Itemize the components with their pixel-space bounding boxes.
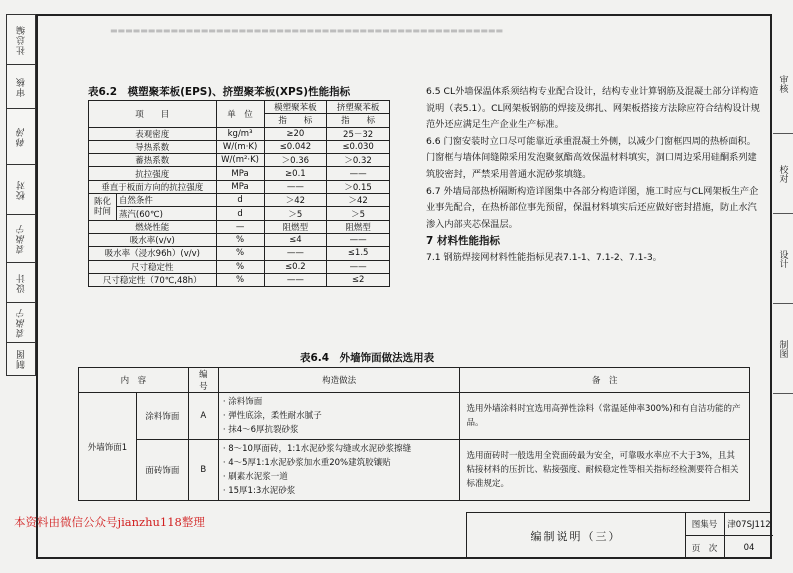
group-label: 外墙饰面1 [79,393,137,501]
strip-cell: 韩涛 [7,109,35,165]
header-construction: 构造做法 [218,368,460,393]
bleed-through-text: ▬▬▬▬▬▬▬▬▬▬▬▬▬▬▬▬▬▬▬▬▬▬▬▬▬▬▬▬▬▬▬▬▬▬▬▬▬▬▬▬▬▬▬▬▬▬▬▬▬▬▬▬ [110,26,504,35]
paragraph-6-6: 6.6 门窗安装时立口尽可能靠近承重混凝土外侧，以减少门窗框四周的热桥面积。门窗框与墙体间缝隙采用发泡聚氨酯高效保温材料填实，洞口周边采用硅酮系列建筑胶密封，严禁采用普通水泥砂浆填缝。 [426,135,757,180]
strip-cell: 设计 [7,263,35,303]
table-row: 抗拉强度 MPa ≥0.1 —— [89,167,390,180]
table-row: 表观密度 kg/m³ ≥20 25－32 [89,127,390,140]
table-row: 尺寸稳定性 % ≤0.2 —— [89,260,390,273]
atlas-number-label: 图集号 [685,513,725,536]
table-6-4-title: 表6.4 外墙饰面做法选用表 [300,352,435,364]
header-item: 项 目 [89,101,217,128]
table-row: 垂直于板面方向的抗拉强度 MPa —— ＞0.15 [89,180,390,193]
table-row: 吸水率(v/v) % ≤4 —— [89,233,390,246]
specification-text [426,84,764,267]
group-label: 陈化时间 [89,194,117,221]
page-number: 04 [743,542,755,553]
page-number-label: 页 次 [685,536,725,559]
header-remarks: 备 注 [460,368,750,393]
header-xps: 挤塑聚苯板 [327,101,390,114]
table-row: 陈化时间 自然条件 d ＞42 ＞42 [89,194,390,207]
strip-cell: 袁淑宁 [7,215,35,263]
header-content: 内 容 [79,368,189,393]
header-code: 编 号 [188,368,218,393]
header-eps: 模塑聚苯板 [264,101,327,114]
paragraph-6-7: 6.7 外墙局部热桥隔断构造详图集中各部分构造详图，施工时应与CL网架板生产企业事先配合，在热桥部位事先预留，保温材料填实后还应做好密封措施，防止水汽渗入内部夹芯保温层。 [426,185,759,230]
strip-cell: 校对 [773,134,793,214]
strip-cell: 审核 [773,34,793,134]
table-row: 面砖饰面 B · 8～10厚面砖，1:1水泥砂浆勾缝或水泥砂浆擦缝 · 4～5厚1:1水泥砂浆加水重20%建筑胶镶贴 · 刷素水泥浆一道 · 15厚1:3水泥砂浆 选用面砖时一般选用全瓷面砖最为安全，可靠吸水率应不大于3%，且其粘接材料的压折比、粘接强度、耐候稳定性等相关指标经检测要符合相关标准规定。 [79,440,750,501]
strip-cell: 社总编 [7,15,35,65]
watermark-text: 本资料由微信公众号jianzhu118整理 [14,515,205,529]
table-row: 导热系数 W/(m·K) ≤0.042 ≤0.030 [89,140,390,153]
strip-cell: 袁淑宁 [7,303,35,343]
section-7-heading: 7 材料性能指标 [426,235,500,248]
table-6-2 [88,100,390,287]
paragraph-6-5: 6.5 CL外墙保温体系须结构专业配合设计，结构专业计算钢筋及混凝土部分详构造说明（表5.1）。CL网架板钢筋的焊接及绑扎、网架板搭接方法除应符合结构设计规范外还应满足生产企业生产标准。 [426,86,760,131]
construction-steps: · 8～10厚面砖，1:1水泥砂浆勾缝或水泥砂浆擦缝 · 4～5厚1:1水泥砂浆加水重20%建筑胶镶贴 · 刷素水泥浆一道 · 15厚1:3水泥砂浆 [218,440,460,501]
atlas-number: 津07SJ112 [725,513,773,536]
strip-cell: 审核 [7,65,35,109]
header-indicator: 指 标 [264,114,327,127]
title-block [466,512,772,559]
table-row: 外墙饰面1 涂料饰面 A · 涂料饰面 · 弹性底涂，柔性耐水腻子 · 抹4～6厚抗裂砂浆 选用外墙涂料时宜选用高弹性涂料（常温延伸率300%)和有自洁功能的产品。 [79,393,750,440]
table-6-2-title: 表6.2 模塑聚苯板(EPS)、挤塑聚苯板(XPS)性能指标 [88,86,351,98]
strip-cell: 校对 [7,165,35,215]
table-row: 蓄热系数 W/(m²·K) ＞0.36 ＞0.32 [89,154,390,167]
strip-cell: 制图 [16,349,27,369]
header-indicator: 指 标 [327,114,390,127]
right-strip [773,14,793,559]
table-row: 尺寸稳定性（70℃,48h） % —— ≤2 [89,273,390,286]
remark: 选用外墙涂料时宜选用高弹性涂料（常温延伸率300%)和有自洁功能的产品。 [460,393,750,440]
strip-cell: 制图 [773,304,793,394]
table-6-4 [78,367,750,501]
table-row: 吸水率（浸水96h）(v/v) % —— ≤1.5 [89,247,390,260]
header-unit: 单 位 [216,101,264,128]
sheet-title: 编制说明（三） [467,513,686,559]
construction-steps: · 涂料饰面 · 弹性底涂，柔性耐水腻子 · 抹4～6厚抗裂砂浆 [218,393,460,440]
table-row: 蒸汽(60℃) d ＞5 ＞5 [89,207,390,220]
paragraph-7-1: 7.1 钢筋焊接网材料性能指标见表7.1-1、7.1-2、7.1-3。 [426,251,662,263]
strip-cell: 设计 [773,214,793,304]
remark: 选用面砖时一般选用全瓷面砖最为安全，可靠吸水率应不大于3%，且其粘接材料的压折比、粘接强度、耐候稳定性等相关指标经检测要符合相关标准规定。 [460,440,750,501]
table-row: 燃烧性能 — 阻燃型 阻燃型 [89,220,390,233]
left-signature-strip [6,14,36,376]
